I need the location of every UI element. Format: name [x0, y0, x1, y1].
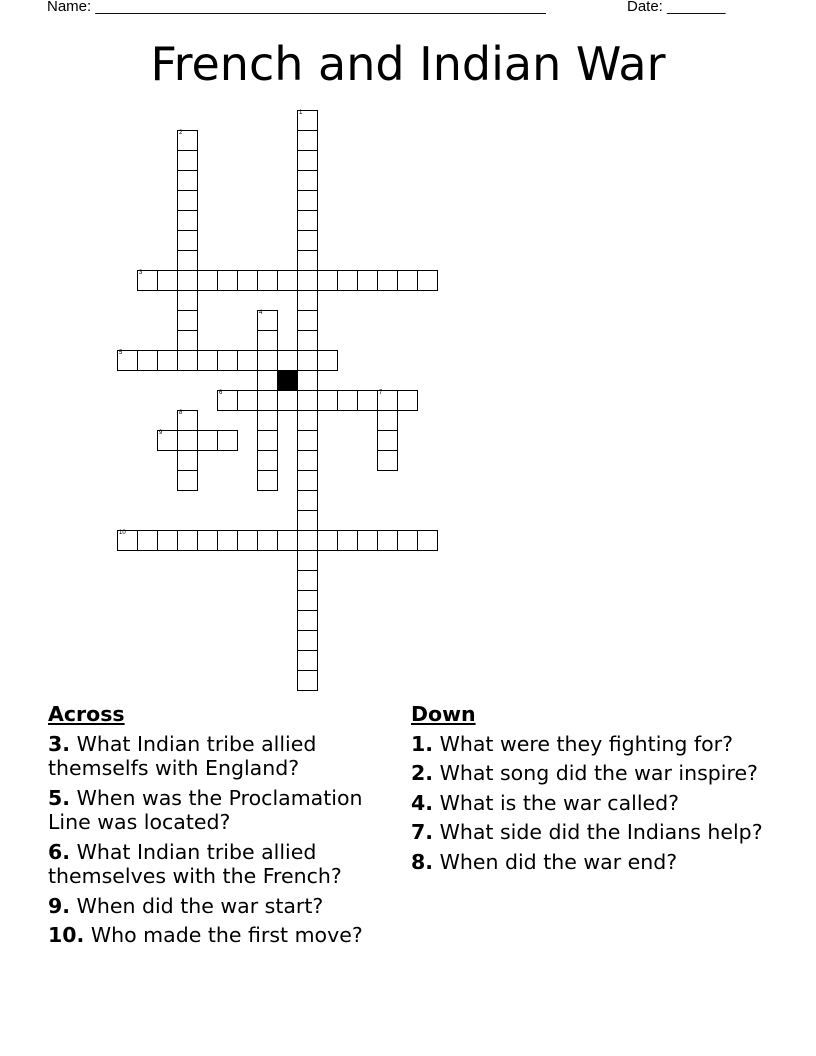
clue-text: When was the Proclamation Line was located?: [48, 785, 363, 834]
grid-cell[interactable]: [157, 430, 178, 451]
clue-number-label: 7: [379, 390, 383, 396]
grid-cell[interactable]: [257, 410, 278, 431]
grid-cell[interactable]: [317, 390, 338, 411]
clue-text: What song did the war inspire?: [439, 761, 758, 785]
grid-cell[interactable]: [397, 390, 418, 411]
grid-cell[interactable]: [117, 350, 138, 371]
grid-cell[interactable]: [257, 330, 278, 351]
grid-cell[interactable]: [217, 530, 238, 551]
grid-cell[interactable]: [157, 350, 178, 371]
grid-cell[interactable]: [257, 430, 278, 451]
grid-cell[interactable]: [217, 350, 238, 371]
grid-cell[interactable]: [177, 190, 198, 211]
grid-cell[interactable]: [117, 530, 138, 551]
down-clue: [411, 820, 771, 845]
clue-text: What were they fighting for?: [439, 731, 733, 756]
grid-cell[interactable]: [257, 530, 278, 551]
grid-cell[interactable]: [217, 390, 238, 411]
grid-cell[interactable]: [297, 310, 318, 331]
grid-cell[interactable]: [297, 370, 318, 391]
grid-cell[interactable]: [317, 530, 338, 551]
grid-cell[interactable]: [397, 270, 418, 291]
page-title: French and Indian War: [150, 37, 666, 91]
grid-cell[interactable]: [297, 570, 318, 591]
grid-cell[interactable]: [257, 350, 278, 371]
date-line: Date: _______: [627, 0, 726, 15]
grid-cell[interactable]: [297, 190, 318, 211]
grid-cell[interactable]: [357, 390, 378, 411]
down-clue: [411, 850, 771, 875]
across-clue: [48, 894, 408, 919]
clue-text: What side did the Indians help?: [439, 820, 763, 844]
clue-text: What Indian tribe allied themselfs with England?: [48, 731, 317, 780]
clue-number-label: 5: [119, 350, 123, 356]
clue-number: 1.: [411, 731, 434, 756]
grid-cell[interactable]: [297, 590, 318, 611]
clue-number: 3.: [48, 731, 71, 756]
grid-cell[interactable]: [257, 310, 278, 331]
grid-cell[interactable]: [377, 450, 398, 471]
grid-cell[interactable]: [317, 350, 338, 371]
grid-cell[interactable]: [297, 110, 318, 131]
grid-cell[interactable]: [157, 270, 178, 291]
grid-cell[interactable]: [197, 350, 218, 371]
grid-cell[interactable]: [297, 250, 318, 271]
clue-number: 5.: [48, 785, 71, 810]
grid-cell[interactable]: [297, 490, 318, 511]
name-line: Name: ______________________________________________________: [47, 0, 546, 15]
grid-cell[interactable]: [357, 270, 378, 291]
grid-cell[interactable]: [217, 270, 238, 291]
across-clue: [48, 732, 408, 781]
grid-cell[interactable]: [337, 270, 358, 291]
across-clue: [48, 923, 408, 948]
grid-cell[interactable]: [177, 350, 198, 371]
grid-cell[interactable]: [197, 270, 218, 291]
clue-number-label: 4: [259, 310, 263, 316]
grid-cell[interactable]: [297, 410, 318, 431]
across-heading: Across: [48, 702, 125, 726]
grid-cell[interactable]: [177, 290, 198, 311]
grid-cell[interactable]: [177, 150, 198, 171]
grid-cell[interactable]: [297, 550, 318, 571]
across-clue: [48, 786, 408, 835]
clue-text: What is the war called?: [439, 790, 680, 815]
down-clue: [411, 791, 771, 816]
grid-cell[interactable]: [177, 530, 198, 551]
grid-cell[interactable]: [297, 470, 318, 491]
grid-cell[interactable]: [177, 450, 198, 471]
grid-cell[interactable]: [257, 470, 278, 491]
grid-cell[interactable]: [177, 230, 198, 251]
grid-cell[interactable]: [337, 390, 358, 411]
clue-number-label: 8: [179, 410, 183, 416]
grid-cell[interactable]: [177, 330, 198, 351]
grid-cell[interactable]: [177, 210, 198, 231]
grid-cell[interactable]: [297, 650, 318, 671]
clue-number: 9.: [48, 893, 71, 918]
grid-cell[interactable]: [177, 270, 198, 291]
grid-cell[interactable]: [317, 270, 338, 291]
grid-cell[interactable]: [297, 450, 318, 471]
grid-cell[interactable]: [377, 410, 398, 431]
grid-cell[interactable]: [237, 350, 258, 371]
clue-number: 6.: [48, 839, 71, 864]
grid-cell[interactable]: [297, 170, 318, 191]
grid-cell[interactable]: [177, 470, 198, 491]
grid-cell[interactable]: [277, 270, 298, 291]
down-heading: Down: [411, 702, 476, 726]
grid-cell[interactable]: [177, 130, 198, 151]
grid-cell[interactable]: [297, 230, 318, 251]
grid-cell[interactable]: [337, 530, 358, 551]
grid-cell[interactable]: [297, 430, 318, 451]
grid-cell[interactable]: [197, 430, 218, 451]
clue-number: 7.: [411, 820, 434, 844]
grid-cell[interactable]: [177, 170, 198, 191]
grid-cell[interactable]: [357, 530, 378, 551]
grid-cell[interactable]: [417, 270, 438, 291]
grid-cell[interactable]: [297, 350, 318, 371]
clue-number-label: 2: [179, 130, 183, 136]
grid-cell[interactable]: [177, 310, 198, 331]
grid-cell[interactable]: [257, 390, 278, 411]
grid-cell[interactable]: [297, 270, 318, 291]
clue-number: 8.: [411, 849, 434, 874]
grid-cell[interactable]: [377, 390, 398, 411]
clue-text: Who made the first move?: [90, 923, 363, 947]
grid-cell[interactable]: [297, 390, 318, 411]
grid-cell[interactable]: [277, 530, 298, 551]
grid-cell[interactable]: [397, 530, 418, 551]
clue-number-label: 3: [139, 270, 143, 276]
down-clues: [411, 702, 771, 879]
grid-cell[interactable]: [297, 630, 318, 651]
down-clue: [411, 761, 771, 786]
clue-number-label: 1: [299, 110, 303, 116]
grid-cell[interactable]: [137, 350, 158, 371]
grid-cell[interactable]: [297, 130, 318, 151]
grid-cell[interactable]: [137, 270, 158, 291]
clue-number: 10.: [48, 923, 85, 947]
grid-cell[interactable]: [197, 530, 218, 551]
clue-text: When did the war end?: [439, 849, 678, 874]
grid-cell[interactable]: [257, 370, 278, 391]
grid-cell[interactable]: [257, 270, 278, 291]
grid-cell[interactable]: [297, 610, 318, 631]
grid-cell[interactable]: [277, 390, 298, 411]
grid-cell[interactable]: [177, 410, 198, 431]
grid-cell[interactable]: [177, 250, 198, 271]
grid-cell[interactable]: [177, 430, 198, 451]
grid-cell[interactable]: [377, 530, 398, 551]
grid-cell[interactable]: [417, 530, 438, 551]
grid-cell[interactable]: [377, 270, 398, 291]
grid-cell[interactable]: [297, 670, 318, 691]
grid-cell[interactable]: [297, 530, 318, 551]
clue-number: 2.: [411, 761, 434, 785]
grid-cell[interactable]: [137, 530, 158, 551]
across-clue: [48, 840, 408, 889]
grid-cell[interactable]: [157, 530, 178, 551]
grid-cell[interactable]: [297, 330, 318, 351]
grid-cell[interactable]: [237, 390, 258, 411]
clue-number-label: 10: [119, 530, 126, 536]
grid-cell[interactable]: [237, 530, 258, 551]
clue-text: When did the war start?: [76, 893, 324, 918]
grid-cell[interactable]: [257, 450, 278, 471]
grid-cell[interactable]: [237, 270, 258, 291]
black-cell: [277, 370, 298, 391]
clue-number: 4.: [411, 790, 434, 815]
grid-cell[interactable]: [297, 510, 318, 531]
clue-text: What Indian tribe allied themselves with the French?: [48, 839, 342, 888]
grid-cell[interactable]: [217, 430, 238, 451]
across-clues: [48, 702, 408, 953]
grid-cell[interactable]: [297, 290, 318, 311]
down-clue: [411, 732, 771, 757]
clue-number-label: 6: [219, 390, 223, 396]
grid-cell[interactable]: [377, 430, 398, 451]
grid-cell[interactable]: [297, 150, 318, 171]
grid-cell[interactable]: [277, 350, 298, 371]
grid-cell[interactable]: [297, 210, 318, 231]
clue-number-label: 9: [159, 430, 163, 436]
